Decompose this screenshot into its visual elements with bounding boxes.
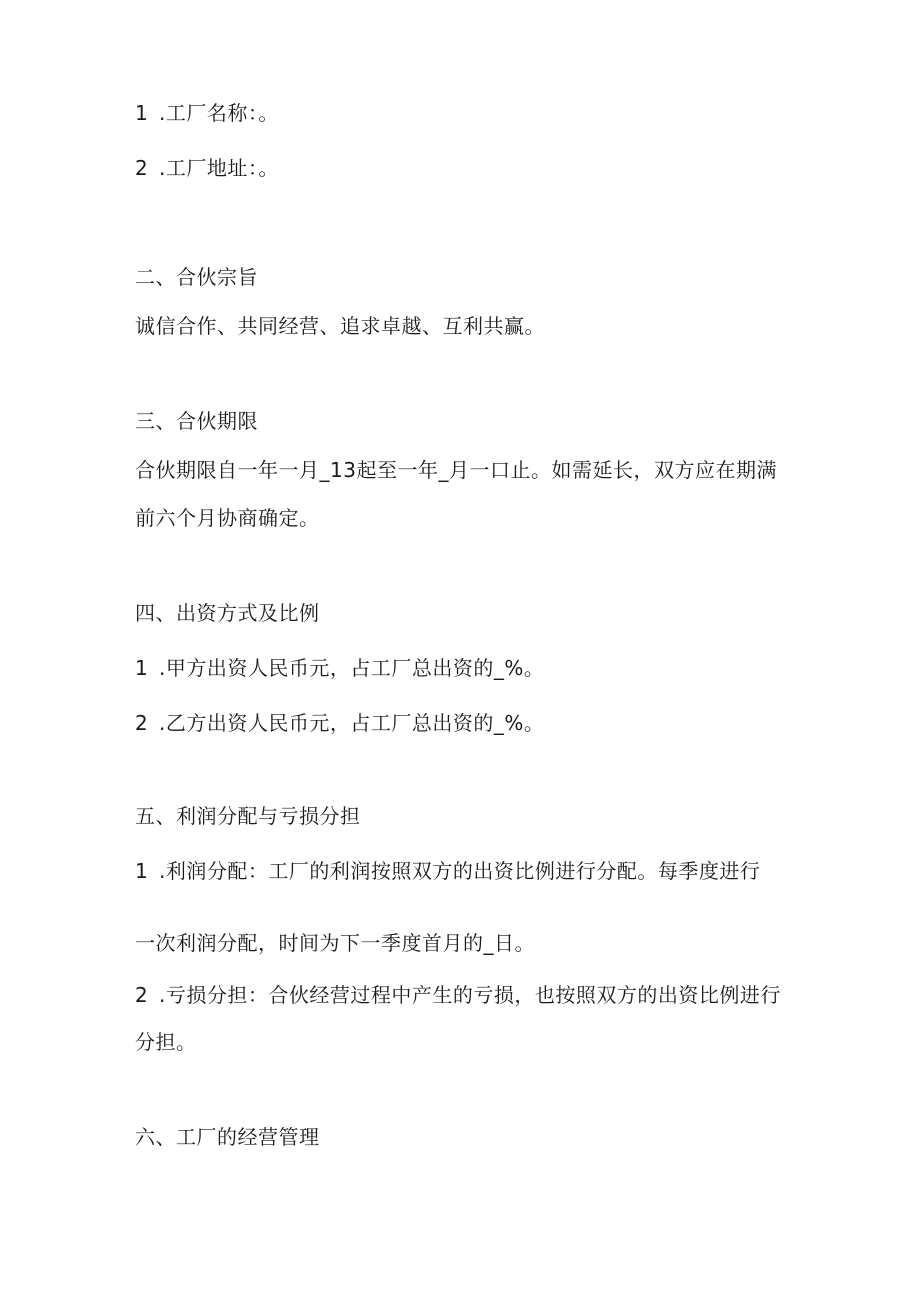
factory-name-item bbox=[135, 101, 279, 125]
capital-item-party-a bbox=[135, 656, 544, 680]
factory-address-item bbox=[135, 156, 279, 180]
term-text-line2: 前六个月协商确定。 bbox=[135, 506, 320, 530]
party-a-capital-text: .甲方出资人民币元，占工厂总出资的_%。 bbox=[159, 656, 545, 680]
list-number: 1 bbox=[135, 656, 149, 680]
factory-address-text: .工厂地址：。 bbox=[159, 156, 279, 180]
list-number: 1 bbox=[135, 859, 149, 883]
profit-distribution-cont: 一次利润分配，时间为下一季度首月的_日。 bbox=[135, 931, 535, 955]
loss-sharing-item bbox=[135, 983, 781, 1007]
loss-sharing-cont: 分担。 bbox=[135, 1030, 197, 1054]
term-text-line1: 合伙期限自一年一月_13起至一年_月一口止。如需延长，双方应在期满 bbox=[135, 458, 777, 482]
factory-name-text: .工厂名称：。 bbox=[159, 101, 279, 125]
list-number: 1 bbox=[135, 101, 149, 125]
section-heading-purpose: 二、合伙宗旨 bbox=[135, 265, 258, 289]
party-b-capital-text: .乙方出资人民币元，占工厂总出资的_%。 bbox=[159, 711, 545, 735]
loss-sharing-text: .亏损分担：合伙经营过程中产生的亏损，也按照双方的出资比例进行 bbox=[159, 983, 781, 1007]
section-heading-capital: 四、出资方式及比例 bbox=[135, 601, 320, 625]
capital-item-party-b bbox=[135, 711, 544, 735]
purpose-text: 诚信合作、共同经营、追求卓越、互利共赢。 bbox=[135, 314, 545, 338]
list-number: 2 bbox=[135, 983, 149, 1007]
section-heading-management: 六、工厂的经营管理 bbox=[135, 1125, 320, 1149]
list-number: 2 bbox=[135, 156, 149, 180]
profit-distribution-text: .利润分配：工厂的利润按照双方的出资比例进行分配。每季度进行 bbox=[159, 859, 761, 883]
list-number: 2 bbox=[135, 711, 149, 735]
section-heading-profit: 五、利润分配与亏损分担 bbox=[135, 804, 361, 828]
profit-distribution-item bbox=[135, 859, 760, 883]
section-heading-term: 三、合伙期限 bbox=[135, 409, 258, 433]
